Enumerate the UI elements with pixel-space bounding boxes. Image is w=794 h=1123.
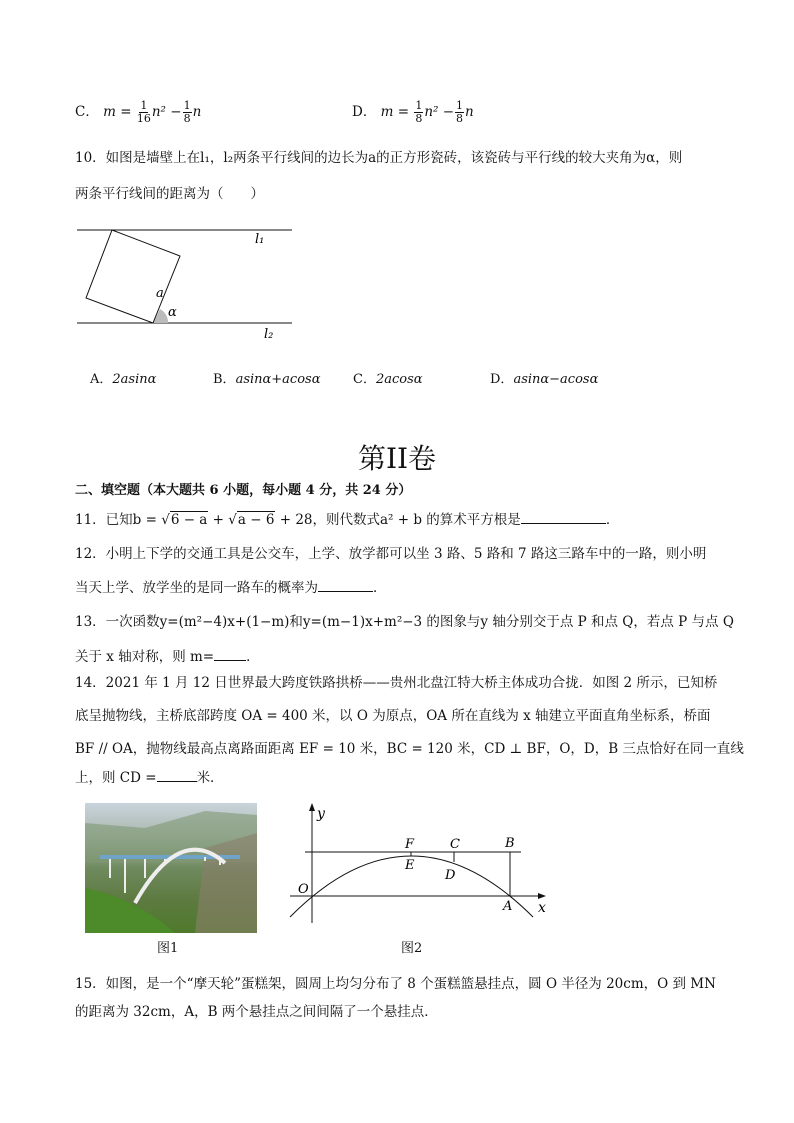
text: ．	[373, 580, 387, 596]
text: ．	[246, 649, 260, 665]
option-text: 2acosα	[375, 372, 423, 387]
text: 米．	[196, 770, 224, 786]
radicand: 6 − a	[170, 512, 208, 528]
q12-line1: 12．小明上下学的交通工具是公交车，上学、放学都可以坐 3 路、5 路和 7 路这三路车中的一路，则小明	[75, 546, 707, 562]
den: 8	[456, 112, 464, 125]
q10-line1: 10．如图是墙壁上在l₁，l₂两条平行线间的边长为a的正方形瓷砖，该瓷砖与平行线的较大夹角为α，则	[75, 150, 683, 166]
l2-label: l₂	[264, 327, 274, 342]
side-label: a	[156, 286, 164, 301]
fig2-caption: 图2	[401, 941, 423, 956]
option-label: C．	[353, 372, 376, 387]
option-text: asinα−acosα	[513, 372, 599, 387]
option-text: 2asinα	[112, 372, 157, 387]
num: 1	[140, 99, 148, 112]
option-label: A．	[90, 372, 113, 387]
num: 1	[183, 99, 191, 112]
angle-label: α	[168, 305, 177, 320]
expr: m =	[103, 104, 132, 120]
label-f: F	[405, 837, 415, 852]
num: 1	[456, 99, 464, 112]
l1-label: l₁	[255, 232, 265, 247]
fig1-caption: 图1	[157, 941, 179, 956]
section-heading: 二、填空题（本大题共 6 小题，每小题 4 分，共 24 分）	[75, 483, 412, 498]
q15-line2: 的距离为 32cm，A，B 两个悬挂点之间间隔了一个悬挂点．	[75, 1004, 438, 1020]
den: 16	[136, 112, 151, 125]
den: 8	[415, 112, 423, 125]
label-o: O	[298, 882, 309, 897]
text: 11．已知b =	[75, 512, 162, 528]
label-d: D	[445, 868, 456, 883]
option-text: asinα+acosα	[235, 372, 321, 387]
text: 当天上学、放学坐的是同一路车的概率为	[75, 580, 318, 596]
option-label: D．	[352, 104, 377, 120]
q10-line2: 两条平行线间的距离为（ ）	[75, 186, 264, 202]
label-a: A	[503, 899, 513, 914]
x-arrow-icon	[538, 893, 546, 899]
expr: n	[465, 104, 474, 120]
q14-line1: 14．2021 年 1 月 12 日世界最大跨度铁路拱桥——贵州北盘江特大桥主体成功合拢．如图 2 所示，已知桥	[75, 675, 718, 691]
text: + 28，则代数式a² + b 的算术平方根是	[275, 512, 521, 528]
label-y: y	[317, 806, 325, 822]
den: 8	[183, 112, 191, 125]
y-arrow-icon	[309, 803, 315, 811]
expr: n² −	[151, 104, 182, 120]
q14-line3: BF // OA，抛物线最高点离路面距离 EF = 10 米，BC = 120 米，CD ⊥ BF，O，D，B 三点恰好在同一直线	[75, 741, 744, 757]
label-x: x	[538, 900, 546, 916]
label-e: E	[405, 858, 415, 873]
text: ．	[605, 512, 620, 528]
label-b: B	[505, 836, 515, 851]
q11: 11．已知b = √6 − a + √a − 6 + 28，则代数式a² + b 的算术平方根是 ．	[75, 512, 620, 528]
expr: m =	[380, 104, 410, 120]
option-label: B．	[213, 372, 236, 387]
q14-line2: 底呈抛物线，主桥底部跨度 OA = 400 米，以 O 为原点，OA 所在直线为 x 轴建立平面直角坐标系，桥面	[75, 708, 711, 724]
q13-line1: 13．一次函数y=(m²−4)x+(1−m)和y=(m−1)x+m²−3 的图象与y 轴分别交于点 P 和点 Q，若点 P 与点 Q	[75, 614, 734, 630]
option-label: C．	[75, 104, 99, 120]
option-label: D．	[490, 372, 514, 387]
expr: n² −	[424, 104, 455, 120]
label-c: C	[450, 837, 460, 852]
num: 1	[415, 99, 423, 112]
part-title: 第II卷	[357, 442, 437, 475]
radicand: a − 6	[237, 512, 275, 528]
q15-line1: 15．如图，是一个“摩天轮”蛋糕架，圆周上均匀分布了 8 个蛋糕篮悬挂点，圆 O 半径为 20cm，O 到 MN	[75, 976, 716, 992]
expr: n	[192, 104, 202, 120]
text: +	[208, 512, 229, 528]
text: 关于 x 轴对称，则 m=	[75, 649, 215, 665]
text: 上，则 CD =	[75, 770, 157, 786]
